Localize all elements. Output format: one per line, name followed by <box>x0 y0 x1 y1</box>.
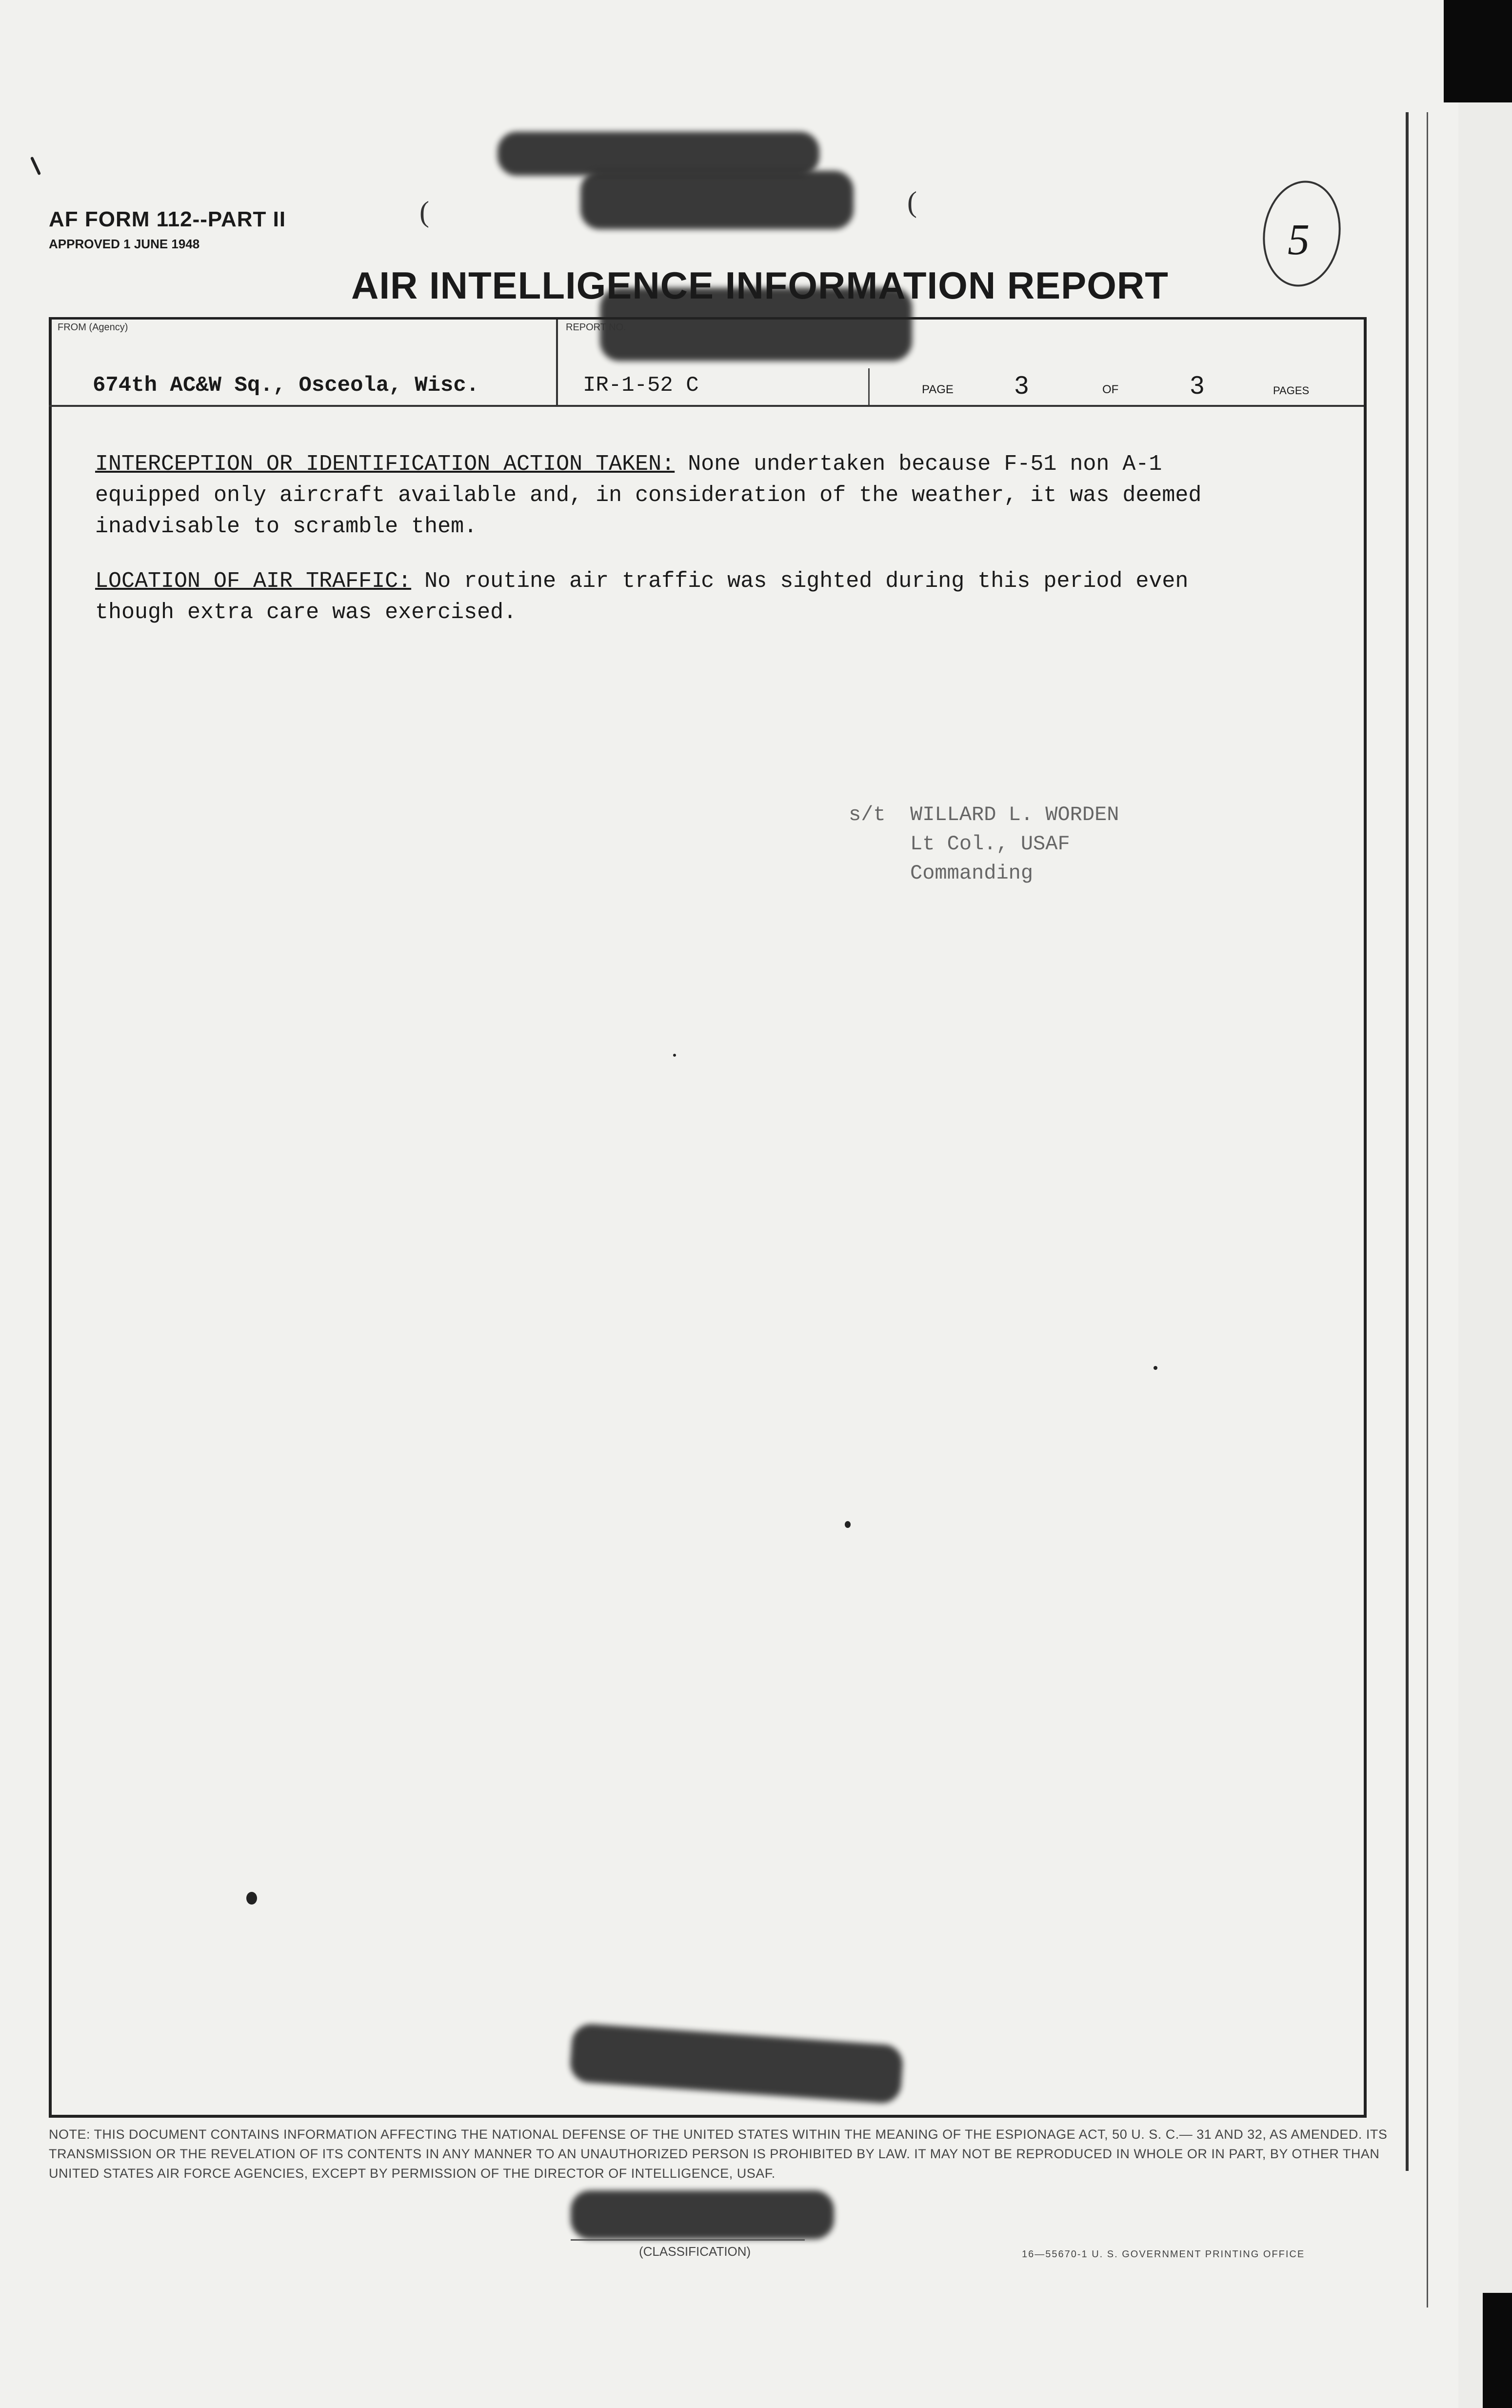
page-edge <box>1458 0 1512 2408</box>
scan-speck <box>1154 1366 1157 1370</box>
header-divider <box>49 405 1364 407</box>
handwritten-page-mark: 5 <box>1288 216 1310 264</box>
section-heading: LOCATION OF AIR TRAFFIC: <box>95 569 412 594</box>
paren-mark: ( <box>907 186 917 218</box>
redaction-smudge <box>580 171 854 229</box>
security-notice: NOTE: THIS DOCUMENT CONTAINS INFORMATION AFFECTING THE NATIONAL DEFENSE OF THE UNITED STATES WITHIN THE MEANING OF THE ESPIONAGE ACT, 50 U. S. C.— 31 AND 32, AS AMENDED. ITS TRANSMISSION OR THE REVELATION OF ITS CONTENTS IN ANY MANNER TO AN UNAUTHORIZED PERSON IS PROHIBITED BY LAW. IT MAY NOT BE REPRODUCED IN WHOLE OR IN PART, BY OTHER THAN UNITED STATES AIR FORCE AGENCIES, EXCEPT BY PERMISSION OF THE DIRECTOR OF INTELLIGENCE, USAF. <box>49 2127 1388 2181</box>
page-number: 3 <box>1015 371 1029 400</box>
redaction-smudge <box>497 132 819 176</box>
column-divider <box>868 368 870 405</box>
from-label: FROM (Agency) <box>58 322 128 333</box>
section-text: No routine air traffic was sighted during this period even though extra care was exercised. <box>95 569 1189 625</box>
pages-label: PAGES <box>1273 384 1310 397</box>
scan-speck <box>673 1054 676 1057</box>
page-label: PAGE <box>922 383 954 396</box>
signature-rank: Lt Col., USAF <box>849 832 1070 856</box>
column-divider <box>556 320 558 405</box>
redaction-smudge <box>571 2190 834 2239</box>
from-value: 674th AC&W Sq., Osceola, Wisc. <box>93 373 479 398</box>
report-label: REPORT NO. <box>566 322 626 333</box>
form-number: AF FORM 112--PART II <box>49 207 286 231</box>
scan-edge-line <box>1406 112 1409 2171</box>
section-interception <box>95 449 1363 542</box>
report-number: IR-1-52 C <box>583 373 699 398</box>
section-air-traffic <box>95 566 1363 628</box>
total-pages: 3 <box>1190 371 1204 400</box>
signature-block <box>849 800 1119 888</box>
scan-border <box>1444 0 1512 102</box>
paren-mark: ( <box>419 196 429 228</box>
signature-title: Commanding <box>849 862 1034 885</box>
of-label: OF <box>1102 383 1119 396</box>
scan-speck <box>30 157 41 176</box>
classification-line <box>571 2239 805 2241</box>
scan-edge-line <box>1427 112 1428 2308</box>
signature-name: s/t WILLARD L. WORDEN <box>849 803 1119 826</box>
scan-speck <box>845 1521 851 1528</box>
report-title: AIR INTELLIGENCE INFORMATION REPORT <box>351 264 1169 307</box>
scan-speck <box>246 1892 257 1905</box>
approval-date: APPROVED 1 JUNE 1948 <box>49 237 200 251</box>
section-text: None undertaken because F-51 non A-1 equipped only aircraft available and, in consideration of the weather, it was deemed inadvisable to scramble them. <box>95 452 1202 539</box>
section-heading: INTERCEPTION OR IDENTIFICATION ACTION TAKEN: <box>95 452 675 477</box>
scan-border <box>1483 2293 1512 2408</box>
printing-office-imprint: 16—55670-1 U. S. GOVERNMENT PRINTING OFFICE <box>1022 2249 1305 2260</box>
classification-label: (CLASSIFICATION) <box>639 2244 751 2259</box>
